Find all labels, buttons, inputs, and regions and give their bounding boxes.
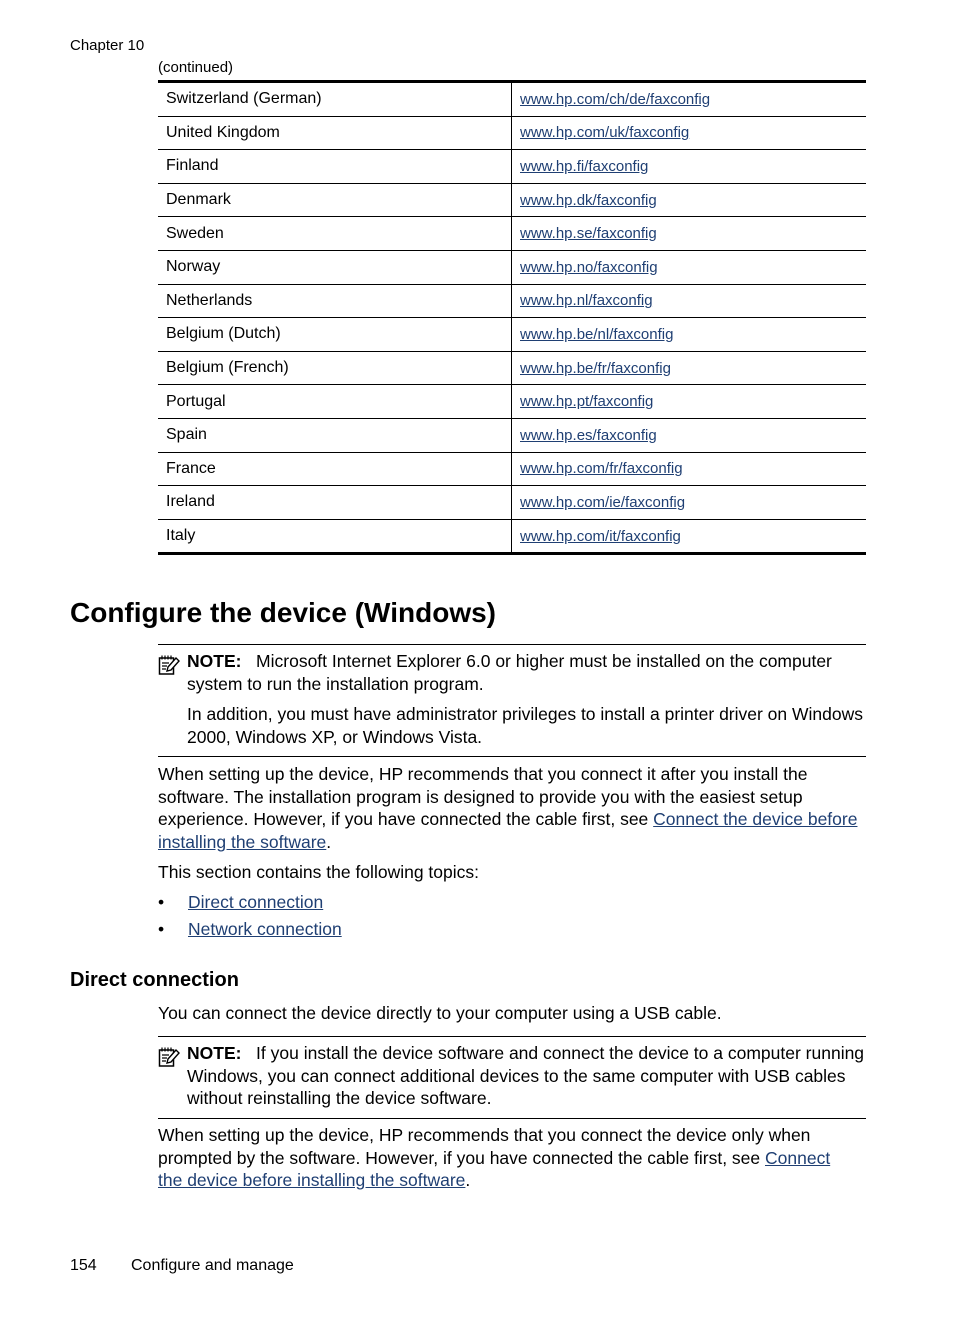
table-row [158,452,866,486]
table-row [158,217,866,251]
table-row [158,250,866,284]
intro-paragraph [158,763,858,853]
country-cell: Italy [158,519,512,554]
continued-label: (continued) [158,59,234,76]
country-cell: Spain [158,418,512,452]
faxconfig-link[interactable]: www.hp.com/ch/de/faxconfig [520,90,711,108]
table-row [158,82,866,117]
table-row [158,385,866,419]
faxconfig-link[interactable]: www.hp.be/fr/faxconfig [520,359,671,377]
country-cell: France [158,452,512,486]
note-label: NOTE: [187,1043,242,1063]
connect-device-link[interactable]: Connect the device before installing the software [158,809,858,852]
direct-paragraph-period: . [465,1170,471,1190]
table-row [158,418,866,452]
url-cell [512,82,867,117]
note-box-ie [158,644,866,757]
topic-item-direct [158,890,342,917]
direct-paragraph [158,1124,858,1192]
country-cell: Switzerland (German) [158,82,512,117]
country-cell: United Kingdom [158,116,512,150]
url-cell [512,183,867,217]
bullet: • [158,892,165,912]
fax-config-table [158,80,866,555]
faxconfig-link[interactable]: www.hp.com/uk/faxconfig [520,124,690,142]
table-row [158,318,866,352]
faxconfig-link[interactable]: www.hp.com/fr/faxconfig [520,460,683,478]
table-row [158,284,866,318]
faxconfig-link[interactable]: www.hp.com/it/faxconfig [520,527,681,545]
url-cell [512,351,867,385]
url-cell [512,217,867,251]
url-cell [512,250,867,284]
country-cell: Netherlands [158,284,512,318]
country-cell: Belgium (Dutch) [158,318,512,352]
faxconfig-link[interactable]: www.hp.se/faxconfig [520,225,657,243]
country-cell: Denmark [158,183,512,217]
note-text: Microsoft Internet Explorer 6.0 or higher must be installed on the computer system to run the installation program. [187,651,832,694]
faxconfig-link[interactable]: www.hp.be/nl/faxconfig [520,325,674,343]
url-cell [512,452,867,486]
page-title: Configure the device (Windows) [70,597,496,628]
url-cell [512,385,867,419]
country-cell: Belgium (French) [158,351,512,385]
connect-device-link-2[interactable]: Connect the device before installing the software [158,1147,831,1190]
faxconfig-link[interactable]: www.hp.pt/faxconfig [520,393,654,411]
table-row [158,183,866,217]
note-pencil-icon [158,654,180,676]
bullet: • [158,919,165,939]
url-cell [512,486,867,520]
topics-intro: This section contains the following topics: [158,862,479,882]
country-cell: Norway [158,250,512,284]
note-text: If you install the device software and connect the device to a computer running Windows, you can connect additional devices to the same computer with USB cables without reinstalling the device software. [187,1043,865,1108]
table-row [158,519,866,554]
faxconfig-link[interactable]: www.hp.dk/faxconfig [520,191,657,209]
direct-connection-link[interactable]: Direct connection [188,892,324,912]
faxconfig-link[interactable]: www.hp.no/faxconfig [520,258,658,276]
direct-paragraph-text: When setting up the device, HP recommends that you connect the device only when prompted by the software. However, if you have connected the cable first, see [158,1125,811,1168]
page-number: 154 [70,1257,97,1274]
intro-period: . [326,831,332,852]
note-text-2: In addition, you must have administrator privileges to install a printer driver on Windows 2000, Windows XP, or Windows Vista. [187,704,864,747]
note-box-usb [158,1036,866,1119]
country-cell: Ireland [158,486,512,520]
table-row [158,150,866,184]
network-connection-link[interactable]: Network connection [188,919,342,939]
faxconfig-link[interactable]: www.hp.fi/faxconfig [520,157,649,175]
url-cell [512,519,867,554]
table-row [158,351,866,385]
direct-intro: You can connect the device directly to your computer using a USB cable. [158,1003,722,1023]
note-label: NOTE: [187,651,242,671]
url-cell [512,284,867,318]
faxconfig-link[interactable]: www.hp.com/ie/faxconfig [520,493,686,511]
url-cell [512,318,867,352]
direct-connection-heading: Direct connection [70,969,239,991]
intro-text: When setting up the device, HP recommends that you connect it after you install the software. The installation program is designed to provide you with the easiest setup experience. However, if you have connected the cable first, see [158,764,808,829]
country-cell: Portugal [158,385,512,419]
faxconfig-link[interactable]: www.hp.nl/faxconfig [520,292,653,310]
url-cell [512,418,867,452]
country-cell: Finland [158,150,512,184]
chapter-label: Chapter 10 [70,37,145,54]
table-row [158,486,866,520]
url-cell [512,150,867,184]
url-cell [512,116,867,150]
topic-item-network [158,917,342,944]
faxconfig-link[interactable]: www.hp.es/faxconfig [520,426,657,444]
table-row [158,116,866,150]
country-cell: Sweden [158,217,512,251]
footer-section: Configure and manage [131,1257,294,1274]
note-pencil-icon [158,1046,180,1068]
topics-list [158,890,342,944]
